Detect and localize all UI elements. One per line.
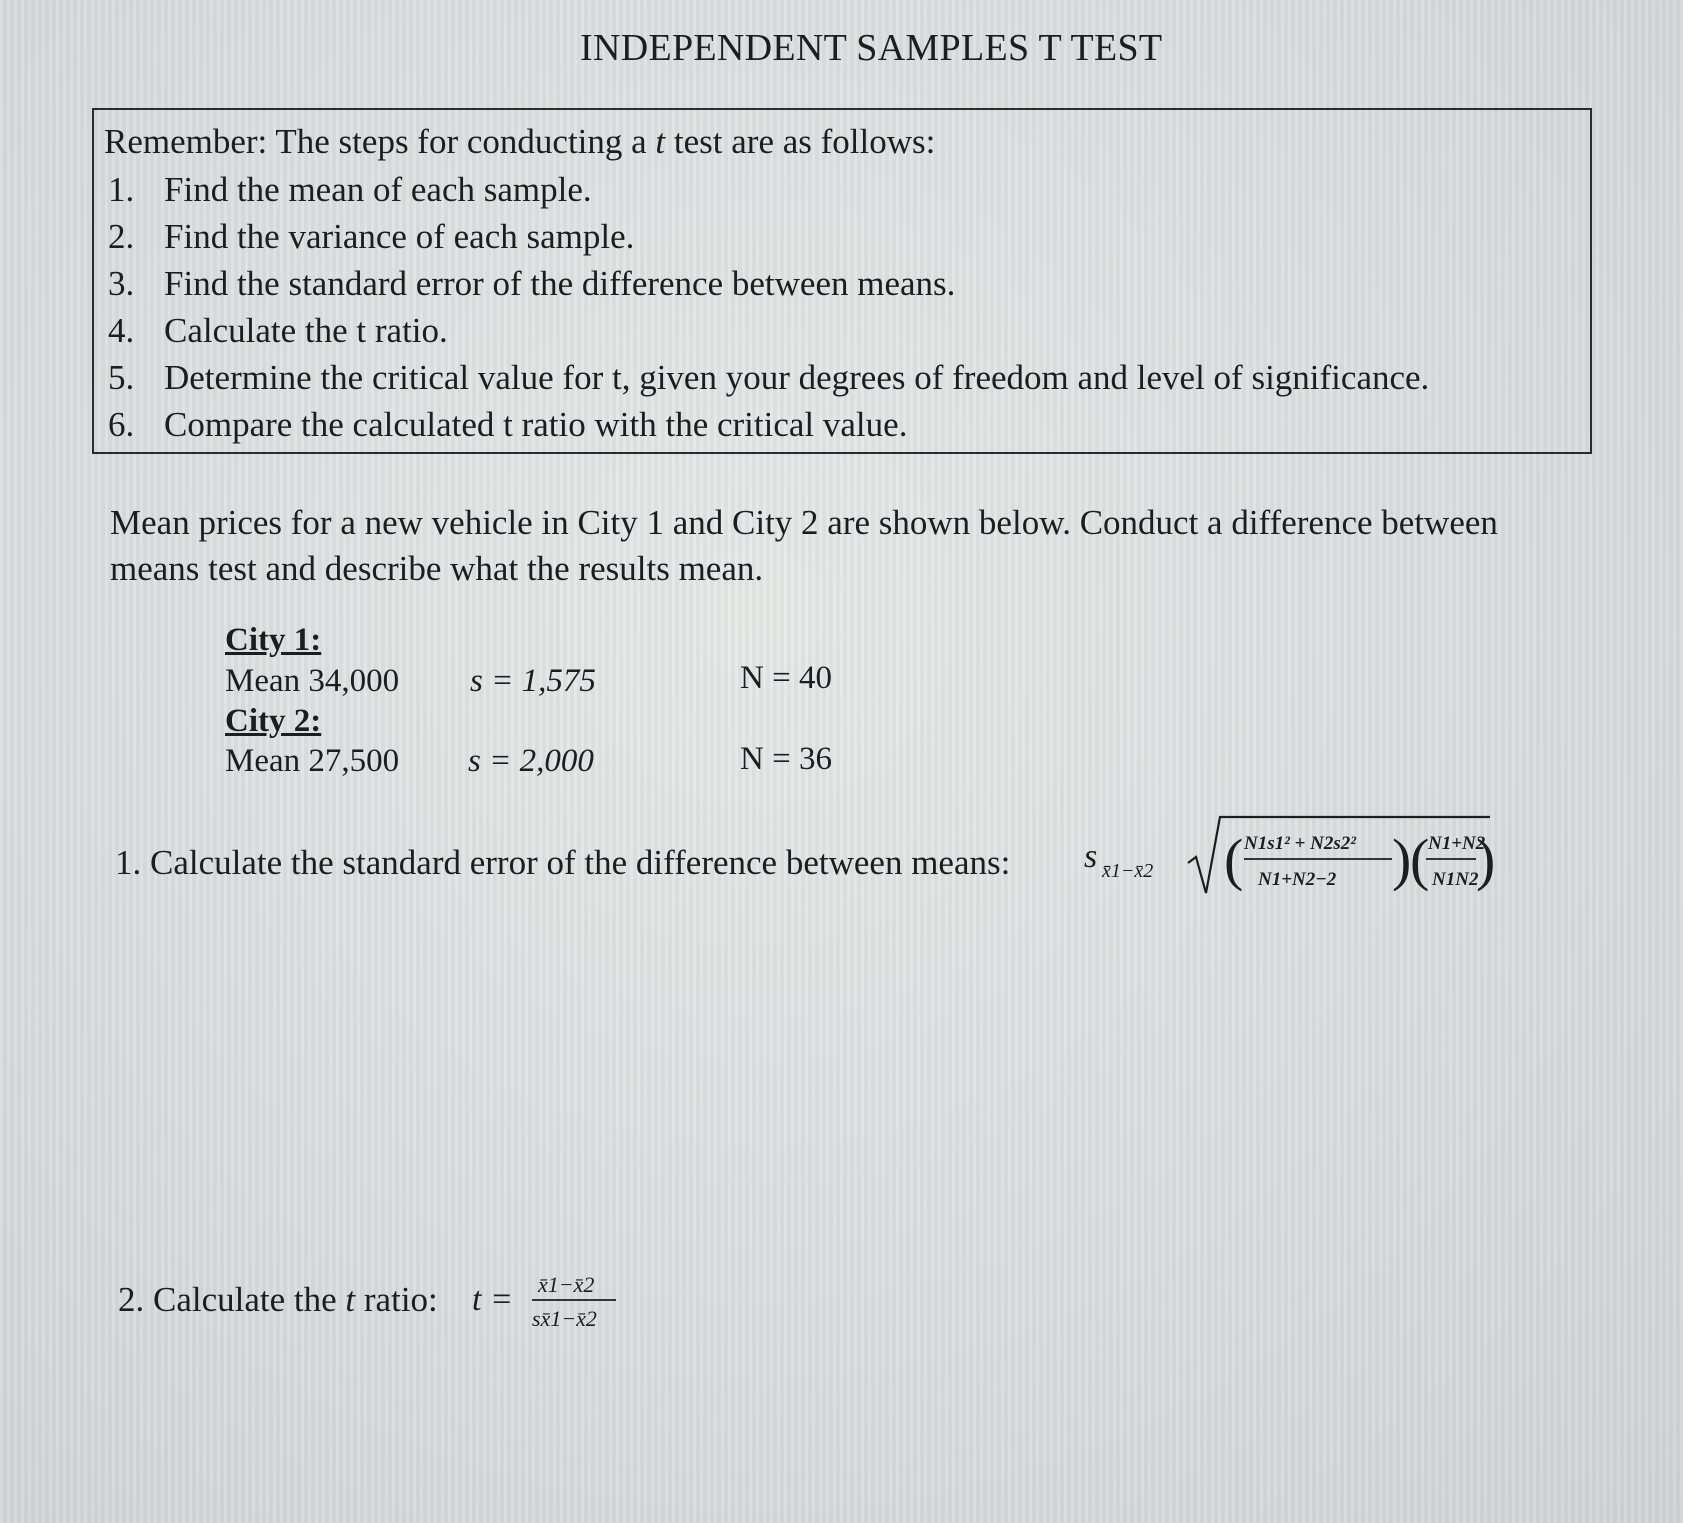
step-item-3	[108, 264, 955, 304]
step-number: 4.	[108, 311, 135, 350]
city-1-n: N = 40	[740, 660, 832, 696]
step-text: Calculate the t ratio.	[164, 311, 448, 350]
city-2-n: N = 36	[740, 741, 832, 777]
city-2-label: City 2:	[225, 703, 322, 739]
step-item-2	[108, 217, 634, 257]
step-number: 5.	[108, 358, 135, 397]
step-number: 6.	[108, 405, 135, 444]
question-1: 1. Calculate the standard error of the difference between means:	[115, 843, 1011, 882]
city-1-label: City 1:	[225, 622, 322, 658]
t-formula-lhs: t =	[472, 1281, 513, 1318]
t-formula-denominator: sx̄1−x̄2	[532, 1306, 597, 1331]
fraction-1-denominator: N1+N2−2	[1258, 869, 1337, 890]
step-item-4	[108, 311, 448, 351]
steps-intro: Remember: The steps for conducting a t test are as follows:	[104, 122, 936, 161]
step-text: Find the variance of each sample.	[164, 217, 635, 256]
left-paren-1: (	[1224, 827, 1244, 892]
city-1-sd: s = 1,575	[470, 663, 596, 699]
step-number: 2.	[108, 217, 135, 256]
city-1-mean: Mean 34,000	[225, 663, 400, 699]
right-paren-2: )	[1476, 827, 1496, 892]
standard-error-formula	[1080, 805, 1500, 905]
formula-lhs-symbol: s	[1084, 838, 1098, 875]
fraction-2-numerator: N1+N2	[1428, 833, 1486, 854]
city-2-mean: Mean 27,500	[225, 743, 400, 779]
step-text: Determine the critical value for t, given your degrees of freedom and level of significance.	[164, 358, 1430, 397]
step-number: 1.	[108, 170, 135, 209]
page-title: INDEPENDENT SAMPLES T TEST	[580, 27, 1163, 69]
t-formula-numerator: x̄1−x̄2	[538, 1272, 595, 1297]
city-2-sd: s = 2,000	[468, 743, 594, 779]
question-2: 2. Calculate the t ratio:	[118, 1280, 438, 1319]
fraction-2-denominator: N1N2	[1432, 869, 1479, 890]
steps-box	[92, 108, 1592, 454]
step-text: Compare the calculated t ratio with the critical value.	[164, 405, 908, 444]
step-item-5	[108, 358, 1429, 398]
step-item-6	[108, 405, 907, 445]
fraction-1-numerator: N1s1² + N2s2²	[1244, 833, 1356, 854]
t-ratio-formula	[470, 1260, 650, 1340]
step-text: Find the mean of each sample.	[164, 170, 592, 209]
right-paren-1: )	[1392, 827, 1412, 892]
step-text: Find the standard error of the difference between means.	[164, 264, 956, 303]
step-item-1	[108, 170, 592, 210]
left-paren-2: (	[1410, 827, 1430, 892]
formula-lhs-subscript: x̄1−x̄2	[1102, 860, 1154, 882]
step-number: 3.	[108, 264, 135, 303]
problem-statement: Mean prices for a new vehicle in City 1 and City 2 are shown below. Conduct a difference between means test and describe what the results mean.	[110, 503, 1498, 588]
